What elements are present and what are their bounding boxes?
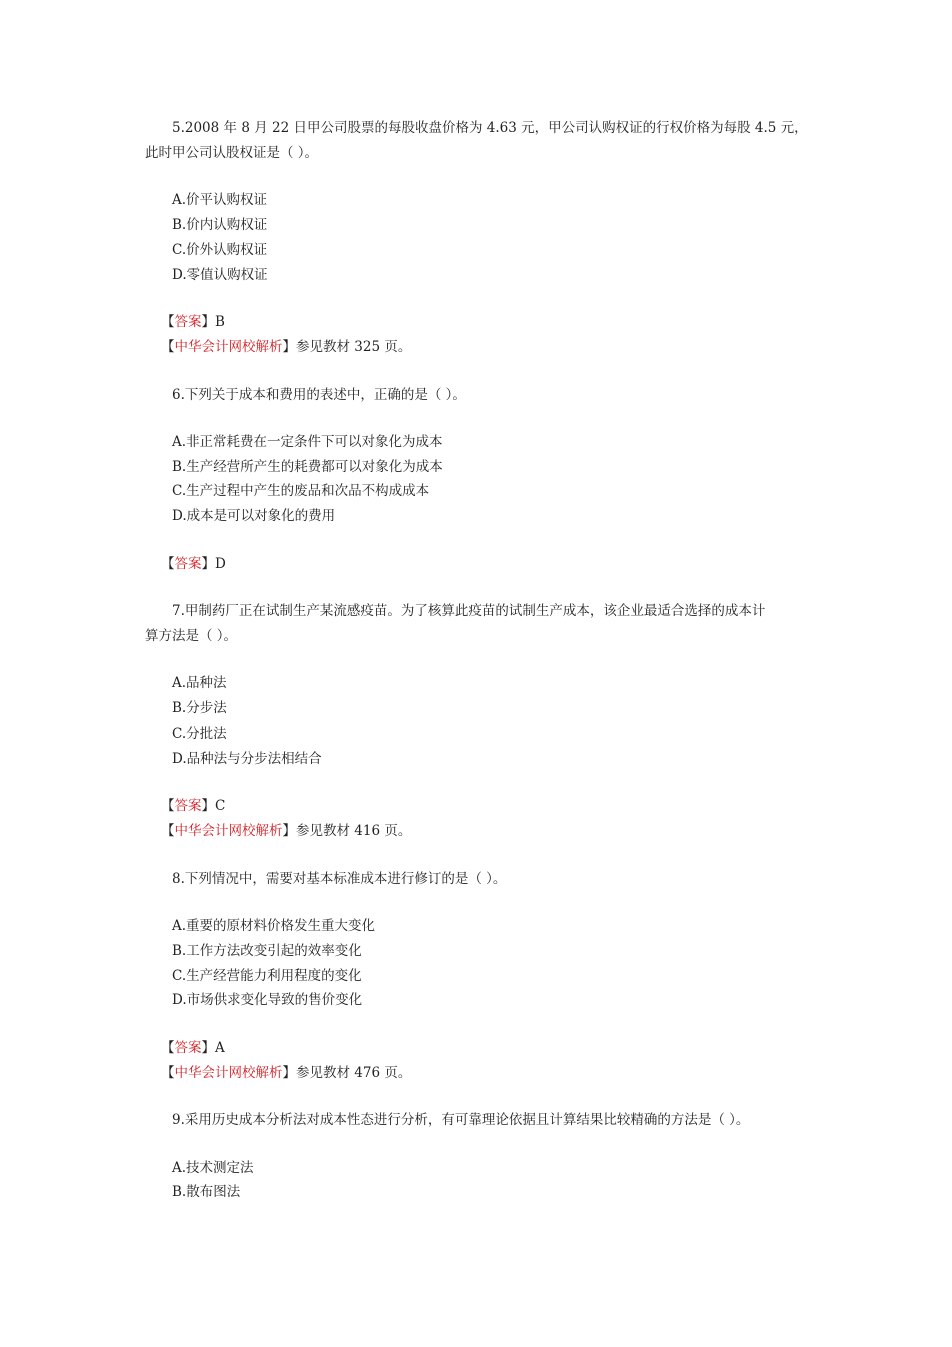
analysis-text: 参见教材 416 页。 xyxy=(296,823,412,839)
question-7-option-a: A.品种法 xyxy=(172,675,227,691)
question-8-option-a: A.重要的原材料价格发生重大变化 xyxy=(172,918,376,934)
question-8-answer: 【答案】A xyxy=(161,1040,225,1056)
question-6-option-c: C.生产过程中产生的废品和次品不构成成本 xyxy=(172,483,430,499)
question-5-option-c: C.价外认购权证 xyxy=(172,242,268,258)
question-7-stem-line-2: 算方法是（ ）。 xyxy=(145,628,238,644)
question-6-stem-line-1: 6.下列关于成本和费用的表述中，正确的是（ ）。 xyxy=(172,387,466,403)
question-5-stem-line-2: 此时甲公司认股权证是（ ）。 xyxy=(145,145,319,161)
question-7-answer: 【答案】C xyxy=(161,798,226,814)
question-5-answer: 【答案】B xyxy=(161,314,225,330)
question-7-option-b: B.分步法 xyxy=(172,700,227,716)
answer-tag: 答案 xyxy=(174,798,202,814)
question-9-option-b: B.散布图法 xyxy=(172,1184,241,1200)
question-8-option-b: B.工作方法改变引起的效率变化 xyxy=(172,943,362,959)
analysis-text: 参见教材 325 页。 xyxy=(296,339,412,355)
question-5-option-b: B.价内认购权证 xyxy=(172,217,268,233)
answer-tag: 答案 xyxy=(174,314,202,330)
question-6-option-b: B.生产经营所产生的耗费都可以对象化为成本 xyxy=(172,459,443,475)
question-5-option-d: D.零值认购权证 xyxy=(172,267,268,283)
answer-value: B xyxy=(215,314,225,330)
question-6-answer: 【答案】D xyxy=(161,556,226,572)
analysis-tag: 中华会计网校解析 xyxy=(174,339,283,355)
question-8-option-d: D.市场供求变化导致的售价变化 xyxy=(172,992,363,1008)
question-5-analysis: 【中华会计网校解析】参见教材 325 页。 xyxy=(161,339,412,355)
question-5-stem-line-1: 5.2008 年 8 月 22 日甲公司股票的每股收盘价格为 4.63 元，甲公司认购权证的行权价格为每股 4.5 元， xyxy=(172,120,808,136)
question-7-option-d: D.品种法与分步法相结合 xyxy=(172,751,322,767)
question-6-option-a: A.非正常耗费在一定条件下可以对象化为成本 xyxy=(172,434,443,450)
answer-value: A xyxy=(215,1040,225,1056)
question-8-stem-line-1: 8.下列情况中，需要对基本标准成本进行修订的是（ ）。 xyxy=(172,871,507,887)
analysis-tag: 中华会计网校解析 xyxy=(174,823,283,839)
question-7-analysis: 【中华会计网校解析】参见教材 416 页。 xyxy=(161,823,412,839)
question-8-analysis: 【中华会计网校解析】参见教材 476 页。 xyxy=(161,1065,412,1081)
analysis-tag: 中华会计网校解析 xyxy=(174,1065,283,1081)
question-7-option-c: C.分批法 xyxy=(172,726,227,742)
answer-tag: 答案 xyxy=(174,556,202,572)
question-5-option-a: A.价平认购权证 xyxy=(172,192,268,208)
question-9-stem-line-1: 9.采用历史成本分析法对成本性态进行分析，有可靠理论依据且计算结果比较精确的方法是（ ）。 xyxy=(172,1112,750,1128)
answer-tag: 答案 xyxy=(174,1040,202,1056)
question-8-option-c: C.生产经营能力利用程度的变化 xyxy=(172,968,362,984)
question-6-option-d: D.成本是可以对象化的费用 xyxy=(172,508,336,524)
analysis-text: 参见教材 476 页。 xyxy=(296,1065,412,1081)
question-9-option-a: A.技术测定法 xyxy=(172,1160,254,1176)
answer-value: C xyxy=(215,798,226,814)
answer-value: D xyxy=(215,556,226,572)
question-7-stem-line-1: 7.甲制药厂正在试制生产某流感疫苗。为了核算此疫苗的试制生产成本，该企业最适合选择的成本计 xyxy=(172,603,766,619)
